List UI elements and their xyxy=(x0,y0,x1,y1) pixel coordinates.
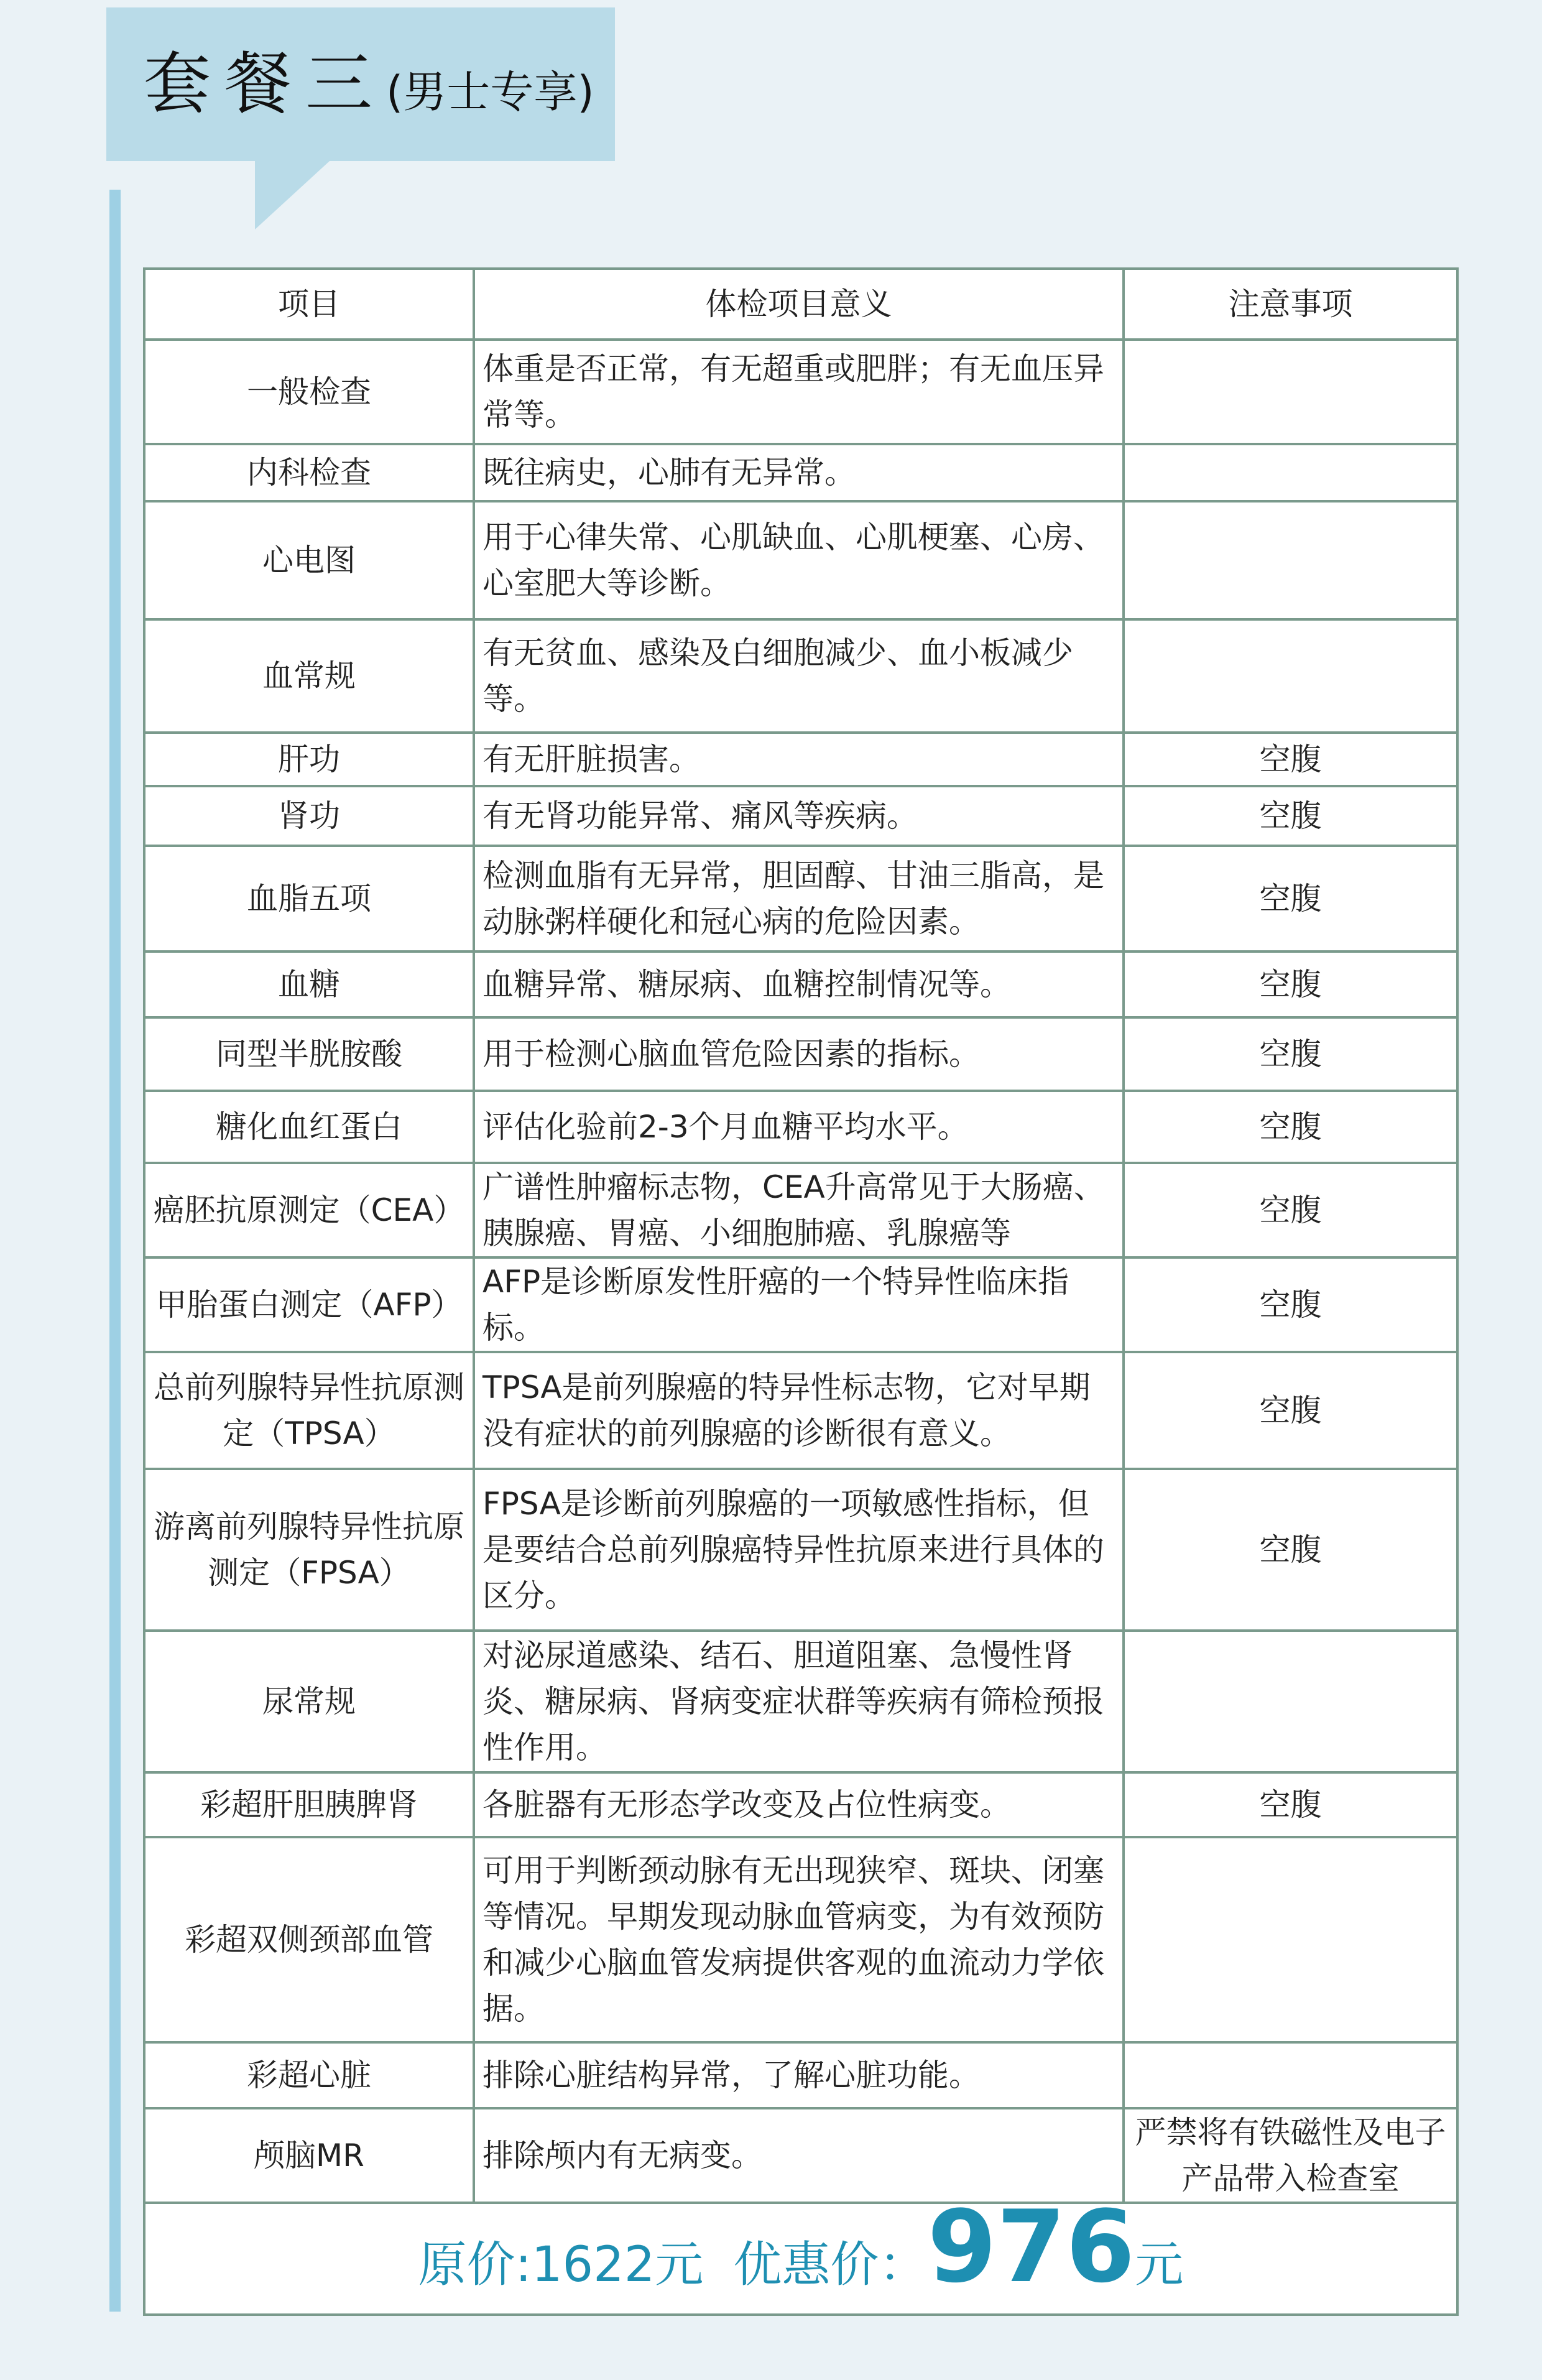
table-row xyxy=(144,1091,1457,1163)
item-note xyxy=(1124,619,1457,733)
item-meaning: 广谱性肿瘤标志物，CEA升高常见于大肠癌、胰腺癌、胃癌、小细胞肺癌、乳腺癌等 xyxy=(474,1163,1124,1257)
item-meaning: 既往病史，心肺有无异常。 xyxy=(474,444,1124,501)
item-name: 心电图 xyxy=(144,501,474,619)
item-name: 同型半胱胺酸 xyxy=(144,1017,474,1091)
table-row xyxy=(144,1163,1457,1257)
price-row xyxy=(144,2203,1457,2315)
item-name: 游离前列腺特异性抗原测定（FPSA） xyxy=(144,1469,474,1631)
item-name: 颅脑MR xyxy=(144,2108,474,2203)
item-meaning: TPSA是前列腺癌的特异性标志物，它对早期没有症状的前列腺癌的诊断很有意义。 xyxy=(474,1352,1124,1469)
item-name: 内科检查 xyxy=(144,444,474,501)
table-header-row xyxy=(144,269,1457,340)
column-header-item: 项目 xyxy=(144,269,474,340)
column-header-meaning: 体检项目意义 xyxy=(474,269,1124,340)
table-row xyxy=(144,1837,1457,2042)
item-note: 空腹 xyxy=(1124,1091,1457,1163)
item-meaning: 有无肝脏损害。 xyxy=(474,733,1124,786)
table-row xyxy=(144,1017,1457,1091)
item-meaning: 用于检测心脑血管危险因素的指标。 xyxy=(474,1017,1124,1091)
item-name: 尿常规 xyxy=(144,1631,474,1772)
package-title-subtitle: (男士专享) xyxy=(386,67,594,118)
item-note: 空腹 xyxy=(1124,1017,1457,1091)
table-row xyxy=(144,846,1457,952)
item-name: 血常规 xyxy=(144,619,474,733)
item-note: 空腹 xyxy=(1124,1352,1457,1469)
table-row xyxy=(144,1631,1457,1772)
item-name: 一般检查 xyxy=(144,340,474,444)
table-row xyxy=(144,340,1457,444)
item-note: 空腹 xyxy=(1124,1772,1457,1837)
item-meaning: 评估化验前2-3个月血糖平均水平。 xyxy=(474,1091,1124,1163)
item-note: 空腹 xyxy=(1124,786,1457,846)
item-note: 空腹 xyxy=(1124,846,1457,952)
item-meaning: 各脏器有无形态学改变及占位性病变。 xyxy=(474,1772,1124,1837)
item-note xyxy=(1124,501,1457,619)
price-cell xyxy=(144,2188,1457,2315)
item-meaning: 有无贫血、感染及白细胞减少、血小板减少等。 xyxy=(474,619,1124,733)
table-row xyxy=(144,1772,1457,1837)
item-meaning: 排除心脏结构异常，了解心脏功能。 xyxy=(474,2042,1124,2108)
table-row xyxy=(144,733,1457,786)
item-note xyxy=(1124,1631,1457,1772)
item-name: 肾功 xyxy=(144,786,474,846)
package-title-main: 套餐三 xyxy=(144,45,387,123)
item-meaning: 对泌尿道感染、结石、胆道阻塞、急慢性肾炎、糖尿病、肾病变症状群等疾病有筛检预报性作用。 xyxy=(474,1631,1124,1772)
banner-pointer xyxy=(255,161,330,229)
package-title xyxy=(144,7,594,161)
item-meaning: 有无肾功能异常、痛风等疾病。 xyxy=(474,786,1124,846)
table-row xyxy=(144,1469,1457,1631)
item-meaning: 血糖异常、糖尿病、血糖控制情况等。 xyxy=(474,952,1124,1017)
item-note xyxy=(1124,1837,1457,2042)
checkup-items-table xyxy=(143,267,1459,2316)
item-meaning: 可用于判断颈动脉有无出现狭窄、斑块、闭塞等情况。早期发现动脉血管病变，为有效预防和减少心脑血管发病提供客观的血流动力学依据。 xyxy=(474,1837,1124,2042)
item-meaning: AFP是诊断原发性肝癌的一个特异性临床指标。 xyxy=(474,1257,1124,1352)
item-meaning: 检测血脂有无异常，胆固醇、甘油三脂高，是动脉粥样硬化和冠心病的危险因素。 xyxy=(474,846,1124,952)
item-note xyxy=(1124,444,1457,501)
item-note: 空腹 xyxy=(1124,952,1457,1017)
item-name: 甲胎蛋白测定（AFP） xyxy=(144,1257,474,1352)
item-note: 空腹 xyxy=(1124,1163,1457,1257)
discount-price-unit: 元 xyxy=(1135,2237,1184,2293)
item-name: 彩超心脏 xyxy=(144,2042,474,2108)
discount-price-label: 优惠价： xyxy=(733,2237,928,2293)
item-name: 糖化血红蛋白 xyxy=(144,1091,474,1163)
item-meaning: FPSA是诊断前列腺癌的一项敏感性指标，但是要结合总前列腺癌特异性抗原来进行具体的区分。 xyxy=(474,1469,1124,1631)
item-name: 血糖 xyxy=(144,952,474,1017)
package-title-banner xyxy=(106,7,615,161)
item-note: 严禁将有铁磁性及电子产品带入检查室 xyxy=(1124,2108,1457,2203)
item-name: 彩超双侧颈部血管 xyxy=(144,1837,474,2042)
item-meaning: 用于心律失常、心肌缺血、心肌梗塞、心房、心室肥大等诊断。 xyxy=(474,501,1124,619)
item-name: 血脂五项 xyxy=(144,846,474,952)
checkup-items-table-container xyxy=(143,267,1456,2313)
item-note: 空腹 xyxy=(1124,1469,1457,1631)
discount-price-value: 976 xyxy=(927,2188,1135,2305)
table-row xyxy=(144,501,1457,619)
item-name: 彩超肝胆胰脾肾 xyxy=(144,1772,474,1837)
table-row xyxy=(144,1257,1457,1352)
table-row xyxy=(144,619,1457,733)
item-note: 空腹 xyxy=(1124,1257,1457,1352)
item-note xyxy=(1124,340,1457,444)
item-name: 癌胚抗原测定（CEA） xyxy=(144,1163,474,1257)
item-note: 空腹 xyxy=(1124,733,1457,786)
table-row xyxy=(144,2108,1457,2203)
item-meaning: 排除颅内有无病变。 xyxy=(474,2108,1124,2203)
item-meaning: 体重是否正常，有无超重或肥胖；有无血压异常等。 xyxy=(474,340,1124,444)
table-row xyxy=(144,1352,1457,1469)
item-note xyxy=(1124,2042,1457,2108)
table-row xyxy=(144,444,1457,501)
column-header-notes: 注意事项 xyxy=(1124,269,1457,340)
item-name: 肝功 xyxy=(144,733,474,786)
table-row xyxy=(144,786,1457,846)
table-row xyxy=(144,2042,1457,2108)
item-name: 总前列腺特异性抗原测定（TPSA） xyxy=(144,1352,474,1469)
original-price: 原价:1622元 xyxy=(418,2237,704,2293)
table-row xyxy=(144,952,1457,1017)
decorative-side-bar xyxy=(109,190,121,2312)
